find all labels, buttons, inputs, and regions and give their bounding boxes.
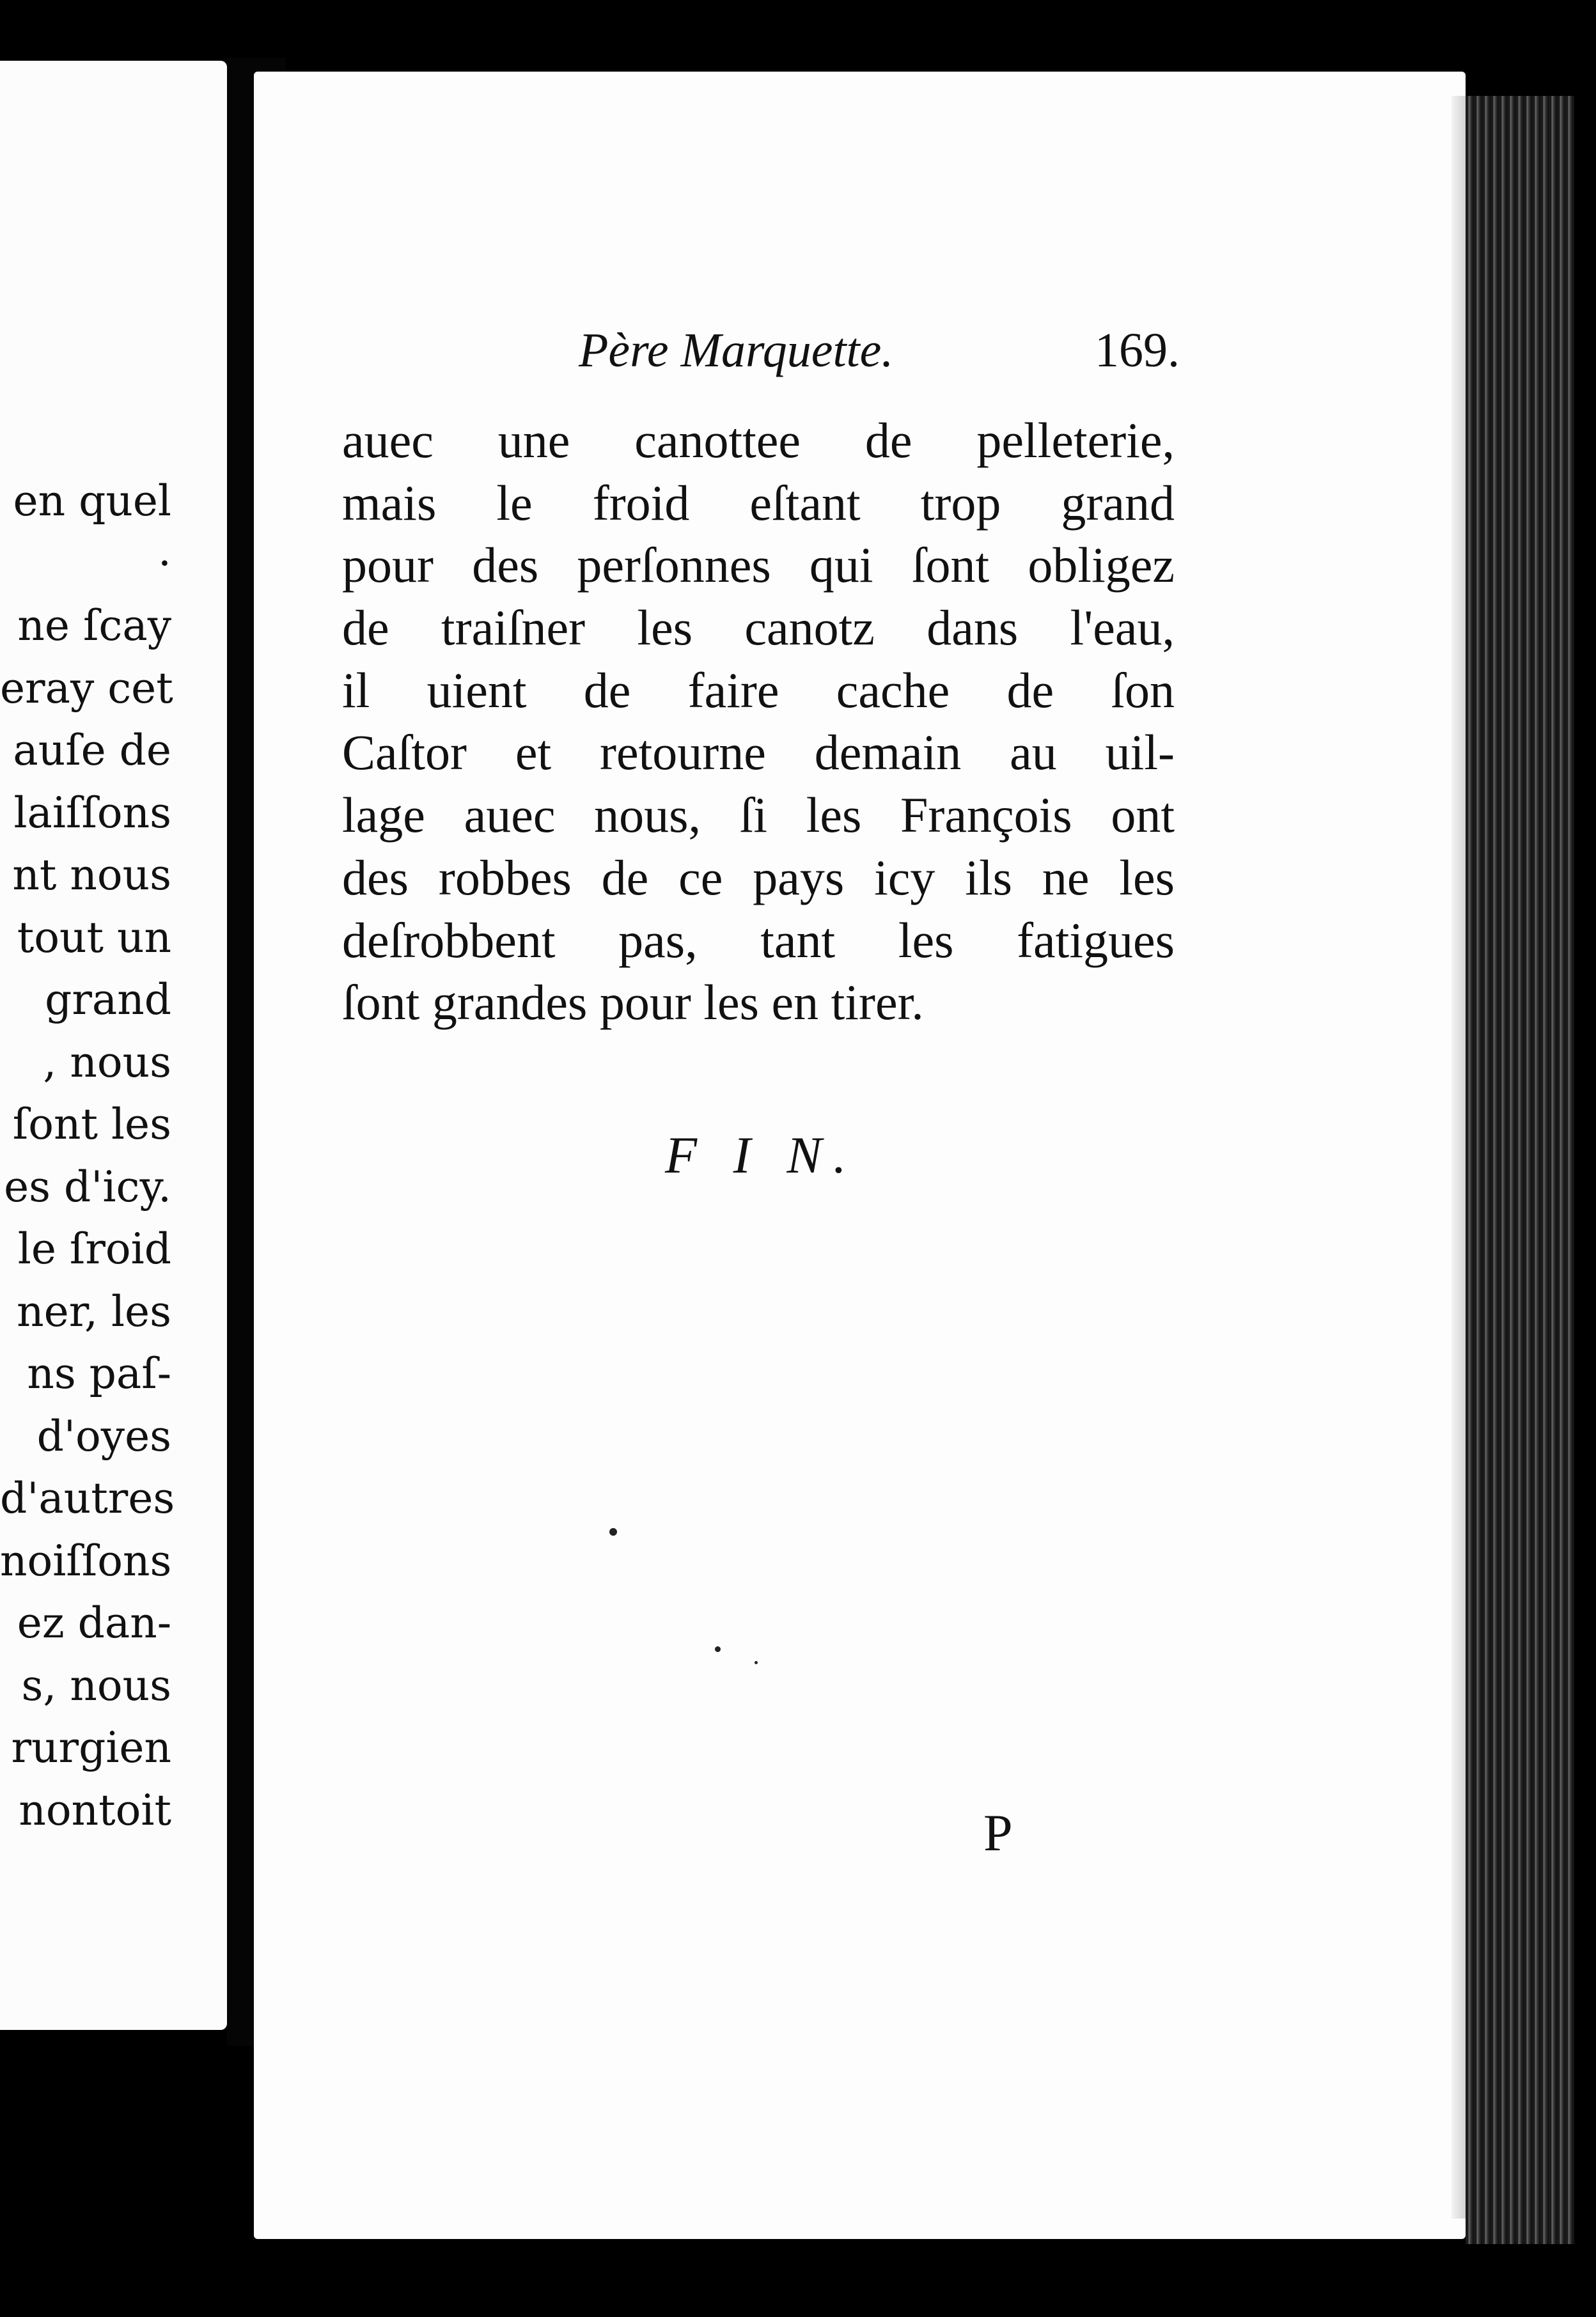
text-line: deſrobbent pas, tant les fatigues xyxy=(342,912,1175,968)
left-line: d'oyes xyxy=(36,1411,171,1461)
right-page xyxy=(254,72,1466,2239)
left-line: ne ſcay xyxy=(17,601,171,650)
text-line: pour des perſonnes qui ſont obligez xyxy=(342,537,1175,593)
left-line: tout un xyxy=(17,912,171,962)
text-line: ſont grandes pour les en tirer. xyxy=(342,974,924,1031)
left-line: en quel xyxy=(13,476,171,526)
left-line: ſont les xyxy=(12,1100,171,1149)
page-number: 169. xyxy=(1095,324,1180,377)
text-line: mais le froid eſtant trop grand xyxy=(342,474,1175,531)
ink-speck xyxy=(755,1661,758,1664)
left-page xyxy=(0,61,227,2030)
left-line: · xyxy=(158,538,171,588)
running-head xyxy=(579,323,1180,393)
left-line: nt nous xyxy=(12,850,171,900)
ink-speck xyxy=(715,1646,721,1652)
signature-mark: P xyxy=(983,1804,1013,1862)
body-text xyxy=(342,409,1175,1034)
left-line: s, nous xyxy=(21,1660,171,1710)
text-line: auec une canottee de pelleterie, xyxy=(342,412,1175,468)
text-line: des robbes de ce pays icy ils ne les xyxy=(342,849,1175,905)
text-line: de traiſner les canotz dans l'eau, xyxy=(342,600,1175,656)
left-line: ner, les xyxy=(17,1286,171,1336)
page-stack-edges xyxy=(1466,96,1574,2244)
left-line: d'autres xyxy=(0,1474,175,1523)
text-line: lage auec nous, ſi les François ont xyxy=(342,787,1175,843)
left-line: le ſroid xyxy=(17,1224,171,1274)
left-line: eray cet xyxy=(0,663,173,713)
left-line: rurgien xyxy=(11,1723,171,1772)
running-head-title: Père Marquette. xyxy=(579,324,894,377)
left-line: noiſſons xyxy=(0,1536,172,1586)
left-line: nontoit xyxy=(19,1785,171,1835)
left-page-text xyxy=(0,470,175,1841)
left-line: auſe de xyxy=(13,726,171,775)
left-line: , nous xyxy=(43,1037,171,1087)
text-line: il uient de faire cache de ſon xyxy=(342,662,1175,718)
ink-speck xyxy=(609,1528,617,1536)
left-line: es d'icy. xyxy=(4,1162,171,1212)
closing-fin: F I N. xyxy=(665,1126,858,1184)
left-line: grand xyxy=(45,975,171,1024)
left-line: ns paſ- xyxy=(27,1349,171,1398)
text-line: Caſtor et retourne demain au uil- xyxy=(342,724,1175,781)
left-line: laiſſons xyxy=(13,788,171,838)
left-line: ez dan- xyxy=(17,1598,171,1648)
